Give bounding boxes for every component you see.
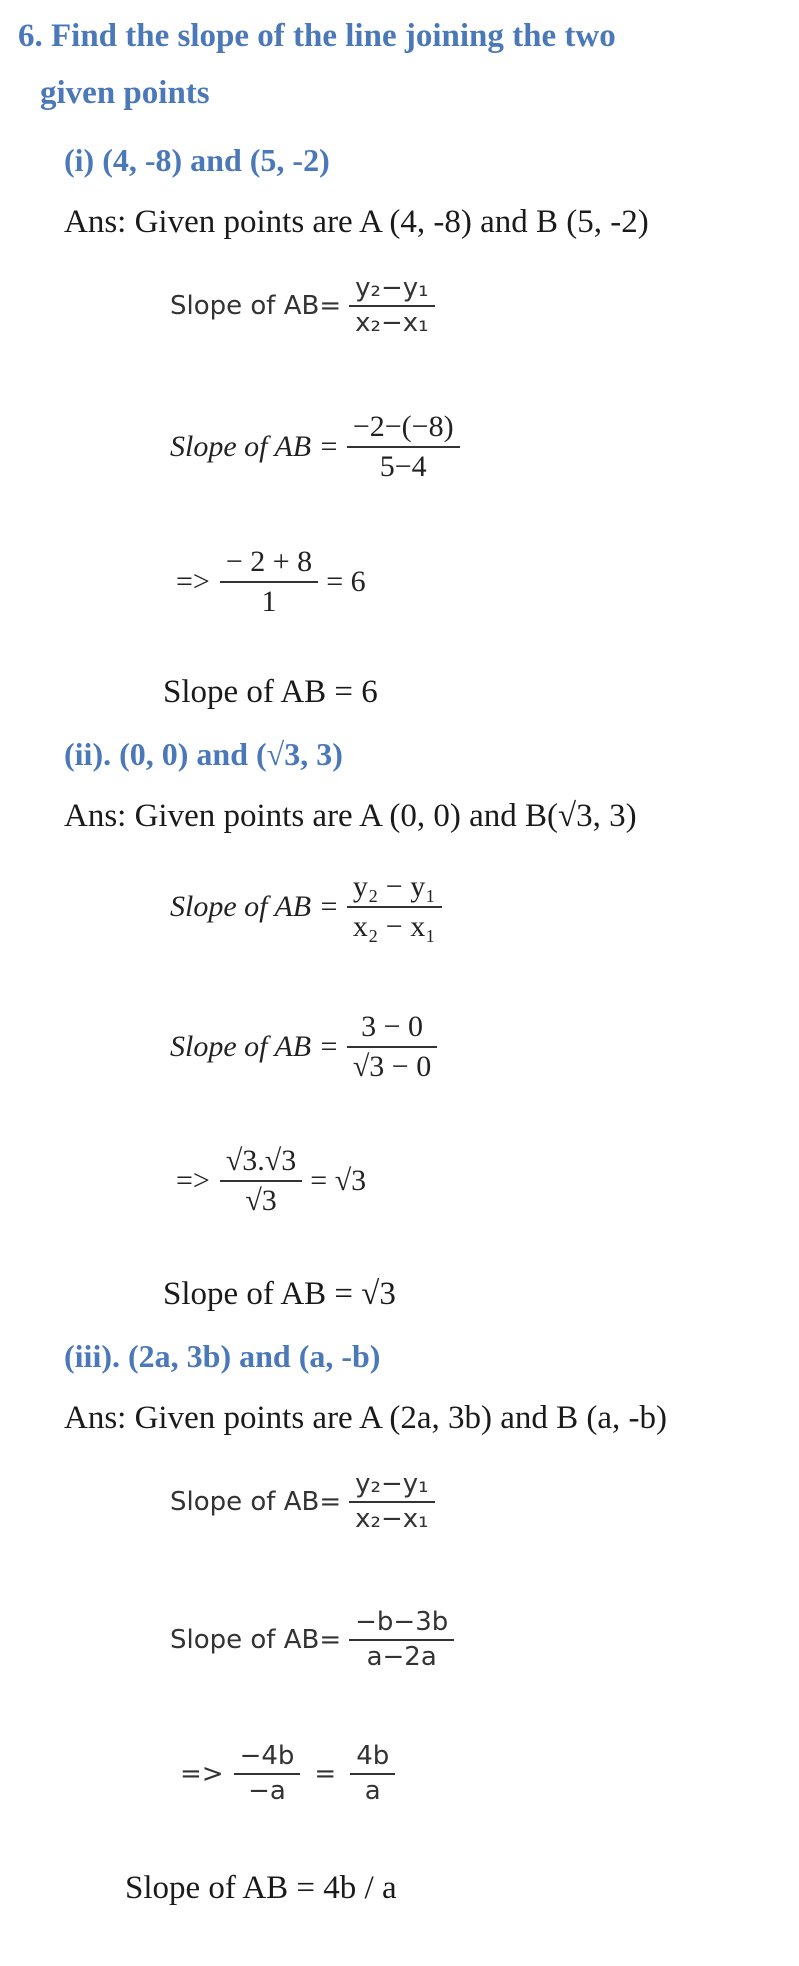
part-1-result: Slope of AB = 6 — [163, 674, 378, 710]
part-2-step-1 — [170, 868, 446, 945]
part-1-step-2 — [170, 408, 464, 485]
denominator: √3 — [245, 1183, 277, 1217]
equation-label: Slope of AB= — [170, 1624, 342, 1655]
numerator: − 2 + 8 — [225, 545, 313, 578]
part-2-title: (ii). (0, 0) and (√3, 3) — [64, 736, 343, 772]
part-3-step-1 — [170, 1468, 439, 1535]
denominator: 1 — [261, 584, 277, 618]
numerator: y₂−y₁ — [355, 273, 429, 303]
numerator: y₂−y₁ — [355, 1469, 429, 1499]
fraction — [349, 272, 434, 339]
part-3-answer: Ans: Given points are A (2a, 3b) and B (a, -b) — [64, 1400, 668, 1436]
denominator: x₂−x₁ — [355, 1503, 429, 1534]
numerator: −b−3b — [355, 1607, 449, 1637]
fraction — [347, 408, 460, 485]
denominator: 5−4 — [379, 449, 427, 483]
denominator: x₂ − x₁ — [352, 909, 436, 943]
equation-label: Slope of AB= — [170, 1486, 342, 1517]
part-1-answer: Ans: Given points are A (4, -8) and B (5, -2) — [64, 204, 649, 240]
implies-arrow: => — [176, 1163, 210, 1197]
question-line-2: given points — [40, 75, 210, 111]
fraction — [234, 1740, 301, 1807]
part-2-answer: Ans: Given points are A (0, 0) and B(√3, 3) — [64, 798, 637, 834]
fraction — [349, 1606, 454, 1673]
part-1-title: (i) (4, -8) and (5, -2) — [64, 142, 330, 178]
part-2-step-3 — [176, 1142, 366, 1219]
denominator: −a — [248, 1775, 286, 1806]
numerator: √3.√3 — [225, 1144, 297, 1177]
fraction — [349, 1468, 434, 1535]
question-line-1: 6. Find the slope of the line joining the two — [18, 18, 616, 54]
part-2-step-2 — [170, 1008, 441, 1085]
fraction — [220, 1142, 302, 1219]
part-3-step-2 — [170, 1606, 458, 1673]
part-1-step-1 — [170, 272, 439, 339]
part-3-step-3 — [180, 1740, 399, 1807]
implies-arrow: => — [176, 564, 210, 598]
numerator: 4b — [356, 1741, 390, 1771]
equation-label: Slope of AB = — [170, 429, 339, 463]
equation-label: Slope of AB = — [170, 889, 339, 923]
fraction — [220, 543, 318, 620]
numerator: y₂ − y₁ — [352, 870, 436, 903]
equation-label: Slope of AB = — [170, 1029, 339, 1063]
denominator: a−2a — [366, 1641, 437, 1672]
denominator: √3 − 0 — [352, 1049, 432, 1083]
fraction — [350, 1740, 395, 1807]
numerator: 3 − 0 — [361, 1010, 423, 1043]
numerator: −2−(−8) — [352, 410, 454, 443]
denominator: x₂−x₁ — [355, 307, 429, 338]
denominator: a — [364, 1775, 381, 1806]
part-2-result: Slope of AB = √3 — [163, 1276, 396, 1312]
part-3-title: (iii). (2a, 3b) and (a, -b) — [64, 1338, 381, 1374]
implies-arrow: => — [180, 1758, 224, 1789]
part-3-result: Slope of AB = 4b / a — [125, 1870, 397, 1906]
equation-result: = 6 — [326, 564, 366, 598]
equation-result: = √3 — [310, 1163, 367, 1197]
numerator: −4b — [239, 1741, 295, 1771]
fraction — [347, 868, 442, 945]
equals-sign: = — [314, 1758, 337, 1789]
part-1-step-3 — [176, 543, 366, 620]
fraction — [347, 1008, 437, 1085]
equation-label: Slope of AB= — [170, 290, 342, 321]
